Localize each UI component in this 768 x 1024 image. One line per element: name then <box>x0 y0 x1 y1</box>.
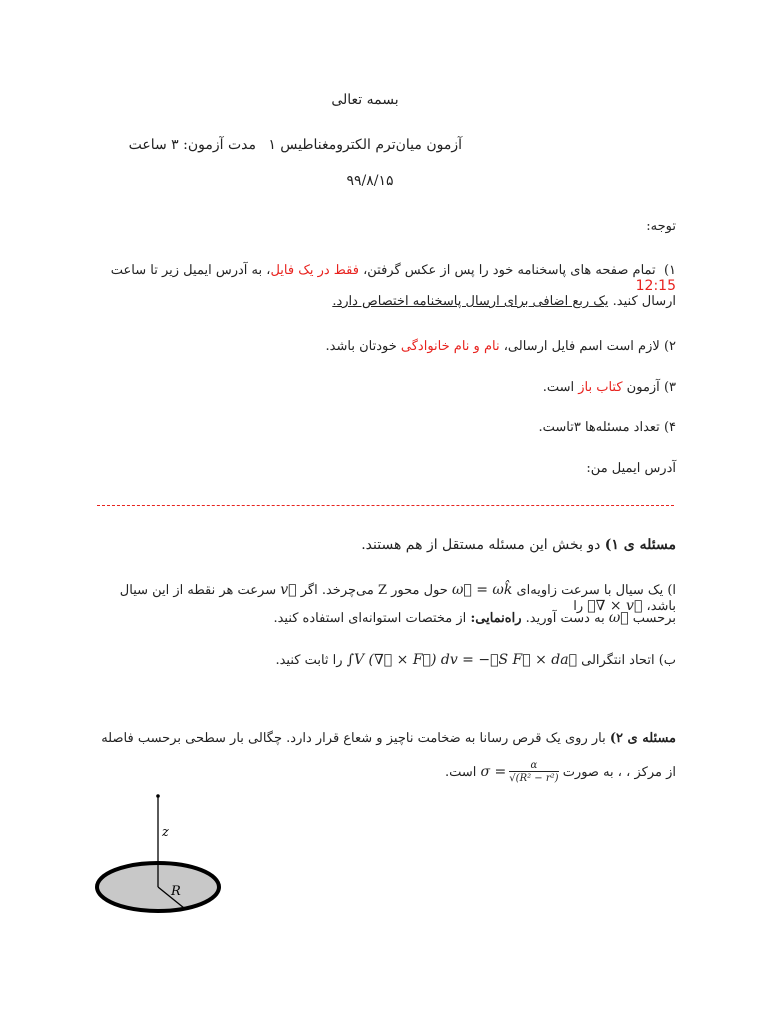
exam-date: ۹۹/۸/۱۵ <box>346 173 394 189</box>
hint-text: از مختصات استوانه‌ای استفاده کنید. <box>273 611 467 626</box>
exam-duration: مدت آزمون: ۳ ساعت <box>128 137 256 153</box>
part-a-mid: حول محور Z می‌چرخد. اگر <box>300 583 448 598</box>
z-axis-endpoint <box>156 794 160 798</box>
part-a-line2-b: به دست آورید. <box>525 611 605 626</box>
note-2 <box>96 339 676 354</box>
note-2-number: ۲) <box>663 339 676 354</box>
problem-2-label: مسئله ی ۲) <box>609 731 676 746</box>
problem-2-line2 <box>91 760 676 784</box>
note-2-red: نام و نام خانوادگی <box>400 339 500 354</box>
problem-1-intro: دو بخش این مسئله مستقل از هم هستند. <box>361 537 601 553</box>
note-1-time: 12:15 <box>635 278 676 294</box>
note-4-text: تعداد مسئله‌ها ۳تاست. <box>538 420 660 435</box>
bismillah: بسمه تعالی <box>331 92 399 108</box>
note-3-text-a: آزمون <box>622 380 660 395</box>
integral-identity: ∫V (∇⃗ × F⃗) dv = −∮S F⃗ × da⃗ <box>346 652 577 668</box>
note-1 <box>96 263 676 294</box>
part-a-prefix: ا) یک سیال با سرعت زاویه‌ای <box>516 583 676 598</box>
note-1-red: فقط در یک فایل <box>270 263 359 278</box>
curl-expression: ∇⃗ × v⃗ <box>587 598 643 614</box>
note-3-red: کتاب باز <box>578 380 623 395</box>
disk-figure <box>95 790 245 920</box>
note-1-line2 <box>96 294 676 309</box>
note-2-text-a: لازم است اسم فایل ارسالی، <box>499 339 660 354</box>
problem-1-part-b <box>91 652 676 668</box>
part-b-end: را ثابت کنید. <box>275 653 343 668</box>
problem-1-label: مسئله ی ۱) <box>604 537 676 553</box>
part-a-end: را <box>573 599 584 614</box>
note-1-underlined: یک ربع اضافی برای ارسال پاسخنامه اختصاص دارد. <box>332 294 609 309</box>
z-axis-label: z <box>162 825 169 840</box>
fraction-numerator: α <box>530 760 538 771</box>
note-3-number: ۳) <box>663 380 676 395</box>
email-label: آدرس ایمیل من: <box>586 461 676 476</box>
sigma-equals: σ = <box>480 764 507 780</box>
problem-1-header <box>96 537 676 553</box>
omega-symbol: ω⃗ <box>608 610 629 626</box>
note-4 <box>96 420 676 435</box>
note-3-text-b: است. <box>542 380 579 395</box>
problem-1-part-a-line2 <box>91 610 676 626</box>
part-b-prefix: ب) اتحاد انتگرالی <box>581 653 676 668</box>
hint-label: راه‌نمایی: <box>470 611 522 626</box>
velocity-symbol: v⃗ <box>280 582 297 598</box>
radius-label: R <box>171 884 181 899</box>
note-1-text-a: تمام صفحه های پاسخنامه خود را پس از عکس گرفتن، <box>358 263 656 278</box>
note-1-text-c: ارسال کنید. <box>608 294 676 309</box>
note-4-number: ۴) <box>663 420 676 435</box>
sigma-fraction <box>509 760 558 784</box>
note-1-number: ۱) <box>663 263 676 278</box>
notes-heading: توجه: <box>646 219 676 234</box>
exam-title: آزمون میان‌ترم الکترومغناطیس ۱ <box>268 137 462 153</box>
problem-2-text: بار روی یک قرص رسانا به ضخامت ناچیز و شعاع قرار دارد. چگالی بار سطحی برحسب فاصله <box>101 731 606 746</box>
problem-2-line1 <box>91 731 676 746</box>
fraction-denominator: √(R² − r²) <box>509 773 559 784</box>
note-2-text-b: خودتان باشد. <box>325 339 401 354</box>
problem-2-line2-a: از مرکز ، ، به صورت <box>562 765 676 780</box>
problem-2-line2-b: است. <box>445 765 477 780</box>
note-3 <box>96 380 676 395</box>
part-a-mid2: سرعت هر نقطه از این سیال باشد، <box>119 583 676 614</box>
note-1-text-b: ، به آدرس ایمیل زیر تا ساعت <box>110 263 271 278</box>
sigma-formula <box>481 760 559 784</box>
section-divider <box>97 505 674 506</box>
part-a-line2-a: برحسب <box>632 611 676 626</box>
omega-equation: ω⃗ = ωk̂ <box>451 582 513 598</box>
